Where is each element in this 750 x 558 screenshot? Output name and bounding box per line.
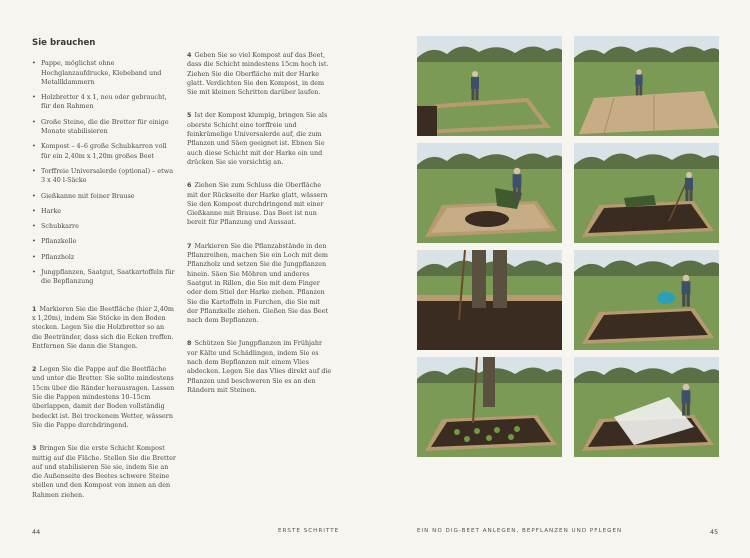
step-number: 1 <box>32 304 37 313</box>
step-number: 6 <box>187 181 192 190</box>
photo-illustration <box>574 357 719 457</box>
instruction-step <box>187 339 333 395</box>
step-text: Ziehen Sie zum Schluss die Oberfläche mit der Rückseite der Harke glatt, wässern Sie den Kompost durchdringend mit einer Gießkanne mit Brause. Das Beet ist nun bereit für Pflanzung und Aussaat. <box>187 181 328 227</box>
materials-list-item: • Gießkanne mit feiner Brause <box>32 192 176 201</box>
right-running-title: EIN NO DIG-BEET ANLEGEN, BEPFLANZEN UND PFLEGEN <box>417 528 623 534</box>
materials-list <box>32 59 176 286</box>
step-text: Ist der Kompost klumpig, bringen Sie als oberste Schicht eine torffreie und feinkrümelige Universalerde auf, die zum Pflanzen und Säen geeignet ist. Ebnen Sie auch diese Schicht mit der Harke ein und drücken Sie sie vorsichtig an. <box>187 111 328 166</box>
step-photo-raking-compost <box>574 143 719 243</box>
left-running-title: ERSTE SCHRITTE <box>278 528 340 534</box>
instruction-step <box>187 111 333 167</box>
photo-grid <box>417 36 719 458</box>
materials-list-item: • Torffreie Universalerde (optional) – etwa 3 x 40 l-Säcke <box>32 167 176 186</box>
right-page-number: 45 <box>710 528 719 536</box>
middle-text-column <box>187 51 333 409</box>
materials-list-item: • Pflanzholz <box>32 253 176 262</box>
materials-list-item: • Jungpflanzen, Saatgut, Saatkartoffeln für die Bepflanzung <box>32 268 176 287</box>
materials-list-item: • Schubkarre <box>32 222 176 231</box>
step-text: Markieren Sie die Beetfläche (hier 2,40m x 1,20m), indem Sie Stöcke in den Boden stecken. Legen Sie die Holzbretter so an die Beetränder, dass sich die Ecken treffen. Entfernen Sie dann die Stangen. <box>32 304 174 350</box>
step-photo-tipping-compost <box>417 143 562 243</box>
materials-list-item: • Pflanzkelle <box>32 237 176 246</box>
photo-illustration <box>417 36 562 136</box>
materials-list-item: • Große Steine, die die Bretter für einige Monate stabilisieren <box>32 118 176 137</box>
step-number: 4 <box>187 51 192 59</box>
instruction-step <box>187 51 333 97</box>
step-photo-planted-bed <box>417 357 562 457</box>
step-text: Schützen Sie Jungpflanzen im Frühjahr vor Kälte und Schädlingen, indem Sie es nach dem Bepflanzen mit einem Vlies abdecken. Legen Sie das Vlies direkt auf die Pflanzen und beschweren Sie es an den Rändern mit Steinen. <box>187 339 332 394</box>
steps-middle <box>187 51 333 395</box>
photo-illustration <box>574 250 719 350</box>
materials-list-item: • Harke <box>32 207 176 216</box>
instruction-step <box>32 444 176 500</box>
materials-list-item: • Pappe, möglichst ohne Hochglanzaufdrucke, Klebeband und Metallklammern <box>32 59 176 87</box>
step-number: 7 <box>187 241 192 250</box>
step-number: 5 <box>187 111 192 120</box>
materials-list-item: • Kompost – 4–6 große Schubkarren voll für ein 2,40m x 1,20m großes Beet <box>32 142 176 161</box>
materials-list-item: • Holzbretter 4 x 1, neu oder gebraucht, für den Rahmen <box>32 93 176 112</box>
section-heading: Sie brauchen <box>32 38 96 48</box>
step-number: 2 <box>32 365 37 374</box>
photo-illustration <box>574 36 719 136</box>
step-number: 8 <box>187 339 192 348</box>
step-photo-laying-cardboard <box>574 36 719 136</box>
instruction-step <box>32 305 176 351</box>
step-photo-stakes-and-boards <box>417 36 562 136</box>
step-photo-treading-compost <box>417 250 562 350</box>
step-text: Bringen Sie die erste Schicht Kompost mittig auf die Fläche. Stellen Sie die Bretter auf und stabilisieren Sie sie, indem Sie an die Außenseite des Beetes schwere Steine stellen und den Kompost von innen an den Rahmen ziehen. <box>32 444 176 499</box>
instruction-step <box>187 242 333 326</box>
step-photo-covering-fleece <box>574 357 719 457</box>
photo-illustration <box>417 250 562 350</box>
photo-illustration <box>574 143 719 243</box>
step-number: 3 <box>32 444 37 453</box>
step-text: Geben Sie so viel Kompost auf das Beet, dass die Schicht mindestens 15cm hoch ist. Ziehen Sie die Oberfläche mit der Harke glatt. Verdichten Sie den Kompost, in dem Sie mit kleinen Schritten darüber laufen. <box>187 51 329 97</box>
steps-left <box>32 305 176 500</box>
left-text-column <box>32 34 176 514</box>
instruction-step <box>187 181 333 227</box>
photo-illustration <box>417 143 562 243</box>
instruction-step <box>32 365 176 430</box>
step-photo-watering-bed <box>574 250 719 350</box>
left-page-number: 44 <box>32 528 41 536</box>
step-text: Markieren Sie die Pflanzabstände in den Pflanzreihen, machen Sie ein Loch mit dem Pflanzholz und setzen Sie die Jungpflanzen hinein. Säen Sie Möhren und anderes Saatgut in Rillen, die Sie mit dem Finger oder dem Stiel der Harke ziehen. Pflanzen Sie die Kartoffeln in Furchen, die Sie mit der Pflanzkelle ziehen. Gießen Sie das Beet nach dem Bepflanzen. <box>187 241 329 325</box>
step-text: Legen Sie die Pappe auf die Beetfläche und unter die Bretter. Sie sollte mindestens 15cm über die Ränder herausragen. Lassen Sie die Pappen mindestens 10–15cm überlappen, damit der Boden vollständig bedeckt ist. Bei trockenem Wetter, wässern Sie die Pappe durchdringend. <box>32 365 175 429</box>
photo-illustration <box>417 357 562 457</box>
